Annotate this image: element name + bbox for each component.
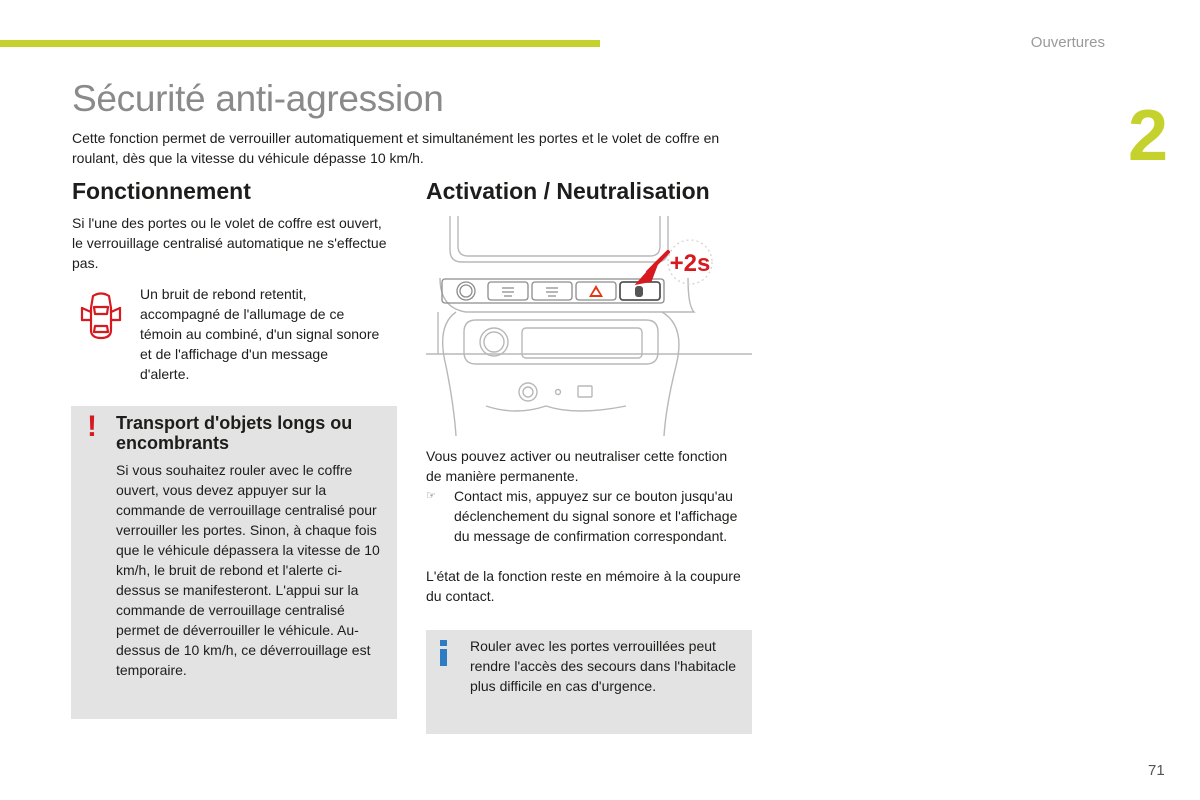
- warning-lamp-description: Un bruit de rebond retentit, accompagné de l'allumage de ce témoin au combiné, d'un signal sonore et de l'affichage d'un message d'alerte.: [140, 286, 380, 382]
- hold-duration-callout: +2s: [669, 250, 711, 277]
- heading-activation: Activation / Neutralisation: [426, 178, 710, 204]
- info-text: Rouler avec les portes verrouillées peut rendre l'accès des secours dans l'habitacle plus difficile en cas d'urgence.: [470, 638, 737, 694]
- memory-paragraph: L'état de la fonction reste en mémoire à la coupure du contact.: [426, 568, 741, 604]
- chapter-number: 2: [1128, 96, 1169, 176]
- dashboard-illustration: [426, 216, 752, 436]
- fonctionnement-paragraph: Si l'une des portes ou le volet de coffre est ouvert, le verrouillage centralisé automatique ne s'effectue pas.: [72, 215, 387, 271]
- header-accent-bar: [0, 40, 600, 47]
- page-number: 71: [1148, 762, 1165, 779]
- section-header: Ouvertures: [1030, 34, 1105, 51]
- pointing-hand-icon: ☞: [426, 490, 436, 502]
- intro-paragraph: Cette fonction permet de verrouiller automatiquement et simultanément les portes et le volet de coffre en roulant, dès que la vitesse du véhicule dépasse 10 km/h.: [72, 130, 720, 166]
- warning-text: Si vous souhaitez rouler avec le coffre ouvert, vous devez appuyer sur la commande de verrouillage centralisé pour verrouiller les portes. Sinon, à chaque fois que le véhicule dépassera la vitesse de 10 km/h, le bruit de rebond et l'alerte ci-dessus se manifesteront. L'appui sur la commande de verrouillage centralisé permet de déverrouiller le véhicule. Au-dessus de 10 km/h, ce déverrouillage est temporaire.: [116, 462, 380, 678]
- activation-step-text: Contact mis, appuyez sur ce bouton jusqu'au déclenchement du signal sonore et l'affichage du message de confirmation correspondant.: [454, 488, 738, 544]
- car-doors-open-icon: [78, 290, 124, 344]
- activation-paragraph: Vous pouvez activer ou neutraliser cette fonction de manière permanente.: [426, 448, 728, 484]
- page-title: Sécurité anti-agression: [72, 78, 444, 119]
- heading-fonctionnement: Fonctionnement: [72, 178, 251, 204]
- exclamation-icon: !: [87, 410, 97, 443]
- warning-title: Transport d'objets longs ou encombrants: [116, 413, 353, 453]
- info-icon: [437, 640, 451, 666]
